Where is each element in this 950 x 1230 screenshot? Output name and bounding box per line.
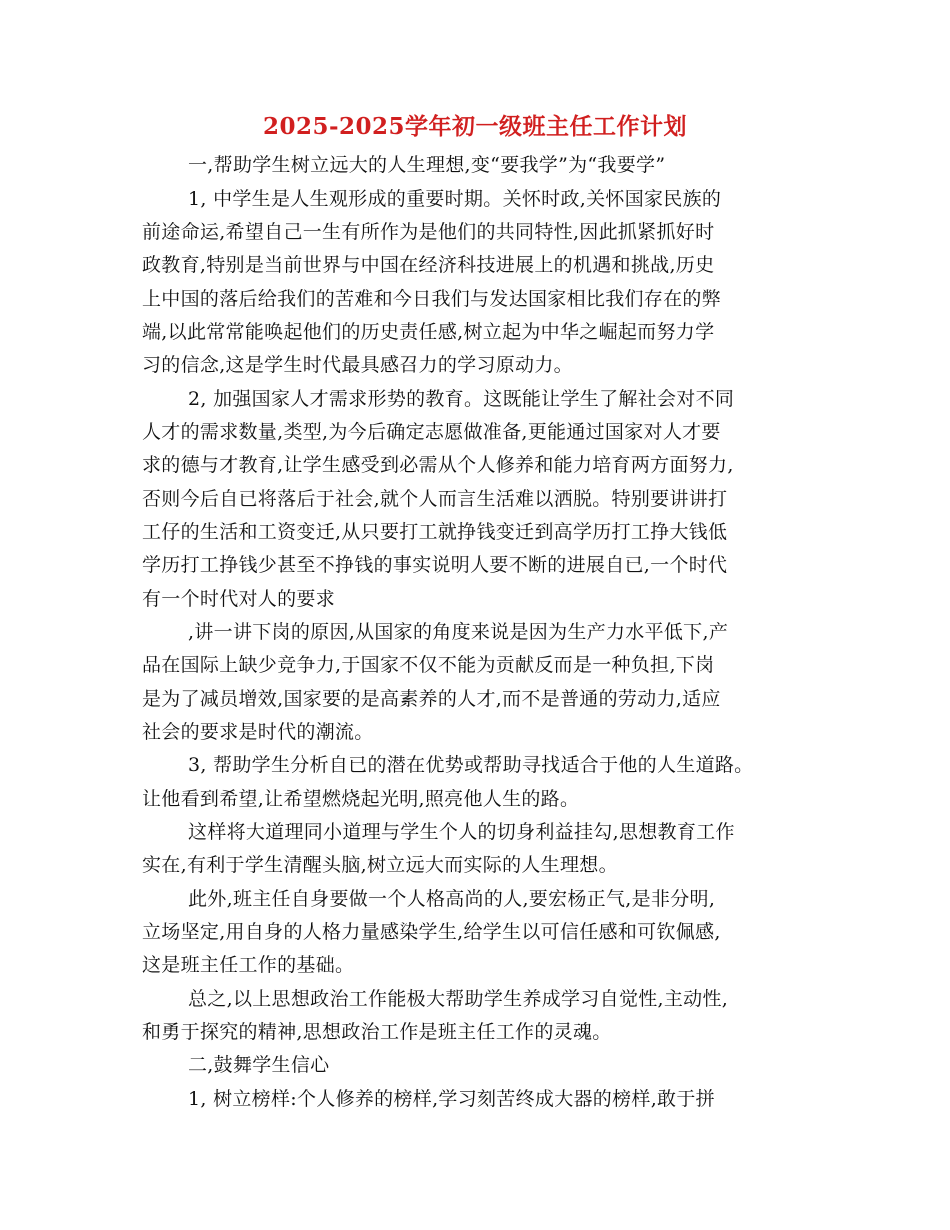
text-line: 立场坚定,用自身的人格力量感染学生,给学生以可信任感和可钦佩感,	[142, 921, 721, 943]
text-line: 工仔的生活和工资变迁,从只要打工就挣钱变迁到高学历打工挣大钱低	[142, 521, 728, 543]
text-line: 此外,班主任自身要做一个人格高尚的人,要宏杨正气,是非分明,	[188, 888, 716, 910]
text-line: 这样将大道理同小道理与学生个人的切身利益挂勾,思想教育工作	[188, 821, 735, 843]
text-line: 政教育,特别是当前世界与中国在经济科技进展上的机遇和挑战,历史	[142, 254, 715, 276]
text-line: 一,帮助学生树立远大的人生理想,变“要我学”为“我要学”	[188, 154, 666, 176]
text-line: 3, 帮助学生分析自已的潜在优势或帮助寻找适合于他的人生道路。	[188, 754, 754, 776]
text-line: 二,鼓舞学生信心	[188, 1054, 330, 1076]
text-line: 实在,有利于学生清醒头脑,树立远大而实际的人生理想。	[142, 854, 618, 876]
text-line: 2, 加强国家人才需求形势的教育。这既能让学生了解社会对不同	[188, 388, 735, 410]
text-line: 1, 树立榜样:个人修养的榜样,学习刻苦终成大器的榜样,敢于拼	[188, 1088, 715, 1110]
text-line: 这是班主任工作的基础。	[142, 954, 355, 976]
text-line: 让他看到希望,让希望燃烧起光明,照亮他人生的路。	[142, 788, 580, 810]
text-line: 否则今后自已将落后于社会,就个人而言生活难以洒脱。特别要讲讲打	[142, 488, 728, 510]
text-line: 上中国的落后给我们的苦难和今日我们与发达国家相比我们存在的弊	[142, 288, 722, 310]
text-line: 习的信念,这是学生时代最具感召力的学习原动力。	[142, 354, 573, 376]
text-line: 求的德与才教育,让学生感受到必需从个人修养和能力培育两方面努力,	[142, 454, 734, 476]
text-line: 学历打工挣钱少甚至不挣钱的事实说明人要不断的进展自已,一个时代	[142, 554, 728, 576]
text-line: 是为了减员增效,国家要的是高素养的人才,而不是普通的劳动力,适应	[142, 688, 721, 710]
text-line: ,讲一讲下岗的原因,从国家的角度来说是因为生产力水平低下,产	[188, 621, 729, 643]
text-line: 人才的需求数量,类型,为今后确定志愿做准备,更能通过国家对人才要	[142, 421, 721, 443]
document-title: 2025-2025学年初一级班主任工作计划	[262, 113, 688, 140]
text-line: 有一个时代对人的要求	[142, 588, 336, 610]
text-line: 品在国际上缺少竞争力,于国家不仅不能为贡献反而是一种负担,下岗	[142, 654, 715, 676]
text-line: 前途命运,希望自己一生有所作为是他们的共同特性,因此抓紧抓好时	[142, 221, 715, 243]
text-line: 社会的要求是时代的潮流。	[142, 721, 374, 743]
text-line: 和勇于探究的精神,思想政治工作是班主任工作的灵魂。	[142, 1021, 612, 1043]
text-line: 1, 中学生是人生观形成的重要时期。关怀时政,关怀国家民族的	[188, 188, 722, 210]
text-line: 总之,以上思想政治工作能极大帮助学生养成学习自觉性,主动性,	[188, 988, 729, 1010]
text-line: 端,以此常常能唤起他们的历史责任感,树立起为中华之崛起而努力学	[142, 321, 715, 343]
